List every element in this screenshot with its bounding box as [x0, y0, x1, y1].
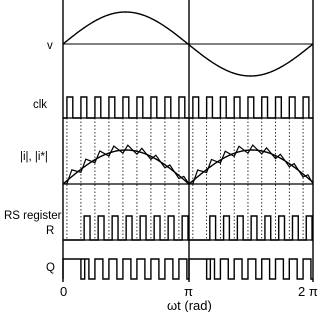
- x-axis-label: ωt (rad): [167, 298, 212, 312]
- tick-2pi: 2 π: [298, 284, 318, 299]
- label-clk: clk: [33, 99, 48, 111]
- label-current: |i|, |i*|: [20, 151, 48, 163]
- tick-pi: π: [184, 284, 193, 299]
- label-v: v: [47, 40, 53, 52]
- label-rs-register: RS register: [4, 210, 62, 222]
- label-r: R: [46, 225, 55, 237]
- label-q: Q: [46, 262, 55, 274]
- tick-zero: 0: [60, 284, 68, 299]
- clk-waveform: [63, 97, 313, 118]
- q-waveform: [63, 259, 313, 279]
